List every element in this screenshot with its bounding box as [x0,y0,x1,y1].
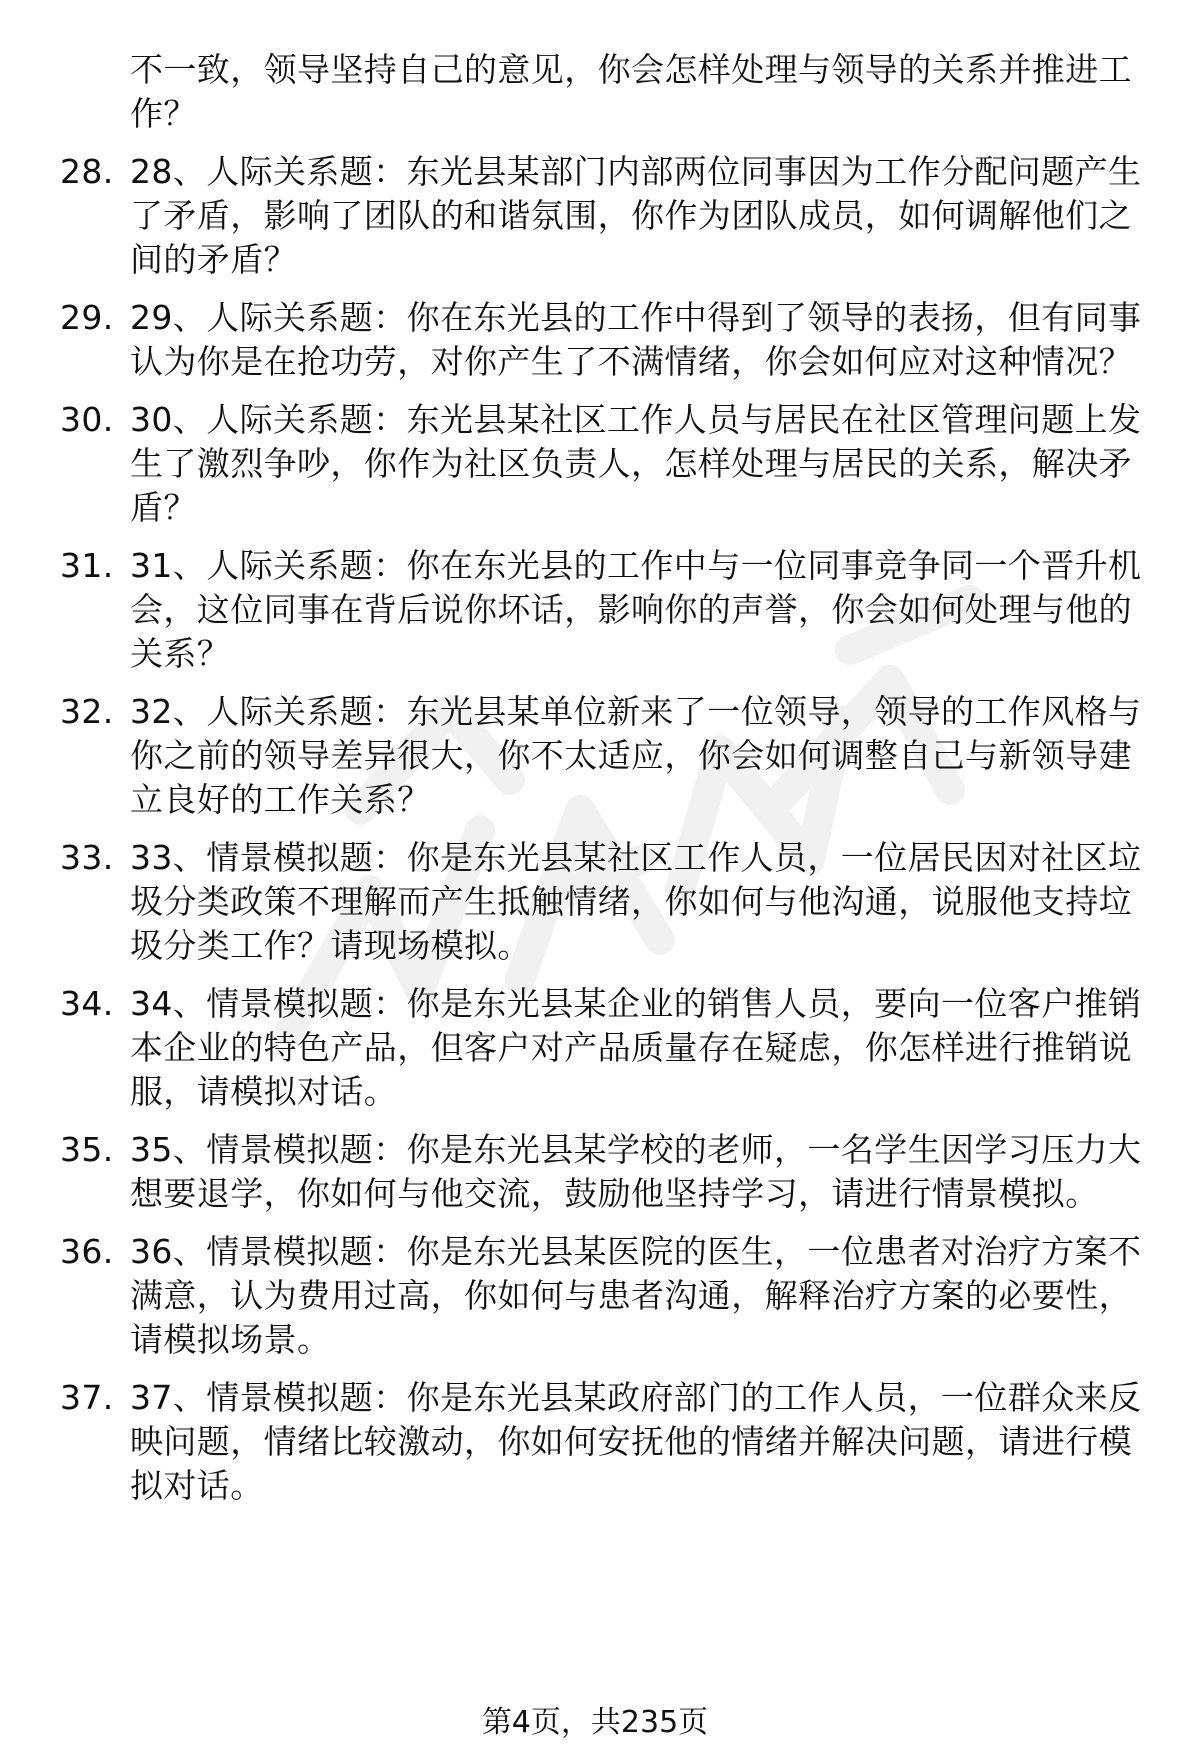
item-text: 31、人际关系题：你在东光县的工作中与一位同事竞争同一个晋升机会，这位同事在背后说你坏话，影响你的声誉，你会如何处理与他的关系？ [130,546,1142,673]
item-text: 33、情景模拟题：你是东光县某社区工作人员，一位居民因对社区垃圾分类政策不理解而产生抵触情绪，你如何与他沟通，说服他支持垃圾分类工作？请现场模拟。 [130,838,1142,965]
item-number: 35. [60,1130,114,1169]
list-item [60,398,1150,530]
item-text: 28、人际关系题：东光县某部门内部两位同事因为工作分配问题产生了矛盾，影响了团队的和谐氛围，你作为团队成员，如何调解他们之间的矛盾？ [130,152,1142,279]
item-number: 32. [60,692,114,731]
continued-question-text: 不一致，领导坚持自己的意见，你会怎样处理与领导的关系并推进工作？ [130,50,1132,133]
item-number: 37. [60,1378,114,1417]
item-number: 28. [60,152,114,191]
list-item [60,690,1150,822]
item-text: 35、情景模拟题：你是东光县某学校的老师，一名学生因学习压力大想要退学，你如何与他交流，鼓励他坚持学习，请进行情景模拟。 [130,1130,1142,1213]
item-text: 29、人际关系题：你在东光县的工作中得到了领导的表扬，但有同事认为你是在抢功劳，对你产生了不满情绪，你会如何应对这种情况？ [130,298,1142,381]
list-item [60,1376,1150,1508]
item-number: 34. [60,984,114,1023]
list-item [60,836,1150,968]
item-number: 36. [60,1232,114,1271]
list-item [60,1128,1150,1216]
question-list [60,48,1150,1522]
list-item [60,150,1150,282]
item-text: 30、人际关系题：东光县某社区工作人员与居民在社区管理问题上发生了激烈争吵，你作为社区负责人，怎样处理与居民的关系，解决矛盾？ [130,400,1142,527]
item-text: 32、人际关系题：东光县某单位新来了一位领导，领导的工作风格与你之前的领导差异很大，你不太适应，你会如何调整自己与新领导建立良好的工作关系？ [130,692,1142,819]
item-number: 29. [60,298,114,337]
list-item [60,982,1150,1114]
list-item [60,544,1150,676]
item-text: 36、情景模拟题：你是东光县某医院的医生，一位患者对治疗方案不满意，认为费用过高，你如何与患者沟通，解释治疗方案的必要性，请模拟场景。 [130,1232,1142,1359]
item-number: 31. [60,546,114,585]
list-item [60,296,1150,384]
item-number: 30. [60,400,114,439]
item-text: 37、情景模拟题：你是东光县某政府部门的工作人员，一位群众来反映问题，情绪比较激动，你如何安抚他的情绪并解决问题，请进行模拟对话。 [130,1378,1142,1505]
page-footer: 第4页，共235页 [481,1705,709,1740]
list-item [60,1230,1150,1362]
item-number: 33. [60,838,114,877]
item-text: 34、情景模拟题：你是东光县某企业的销售人员，要向一位客户推销本企业的特色产品，但客户对产品质量存在疑虑，你怎样进行推销说服，请模拟对话。 [130,984,1142,1111]
